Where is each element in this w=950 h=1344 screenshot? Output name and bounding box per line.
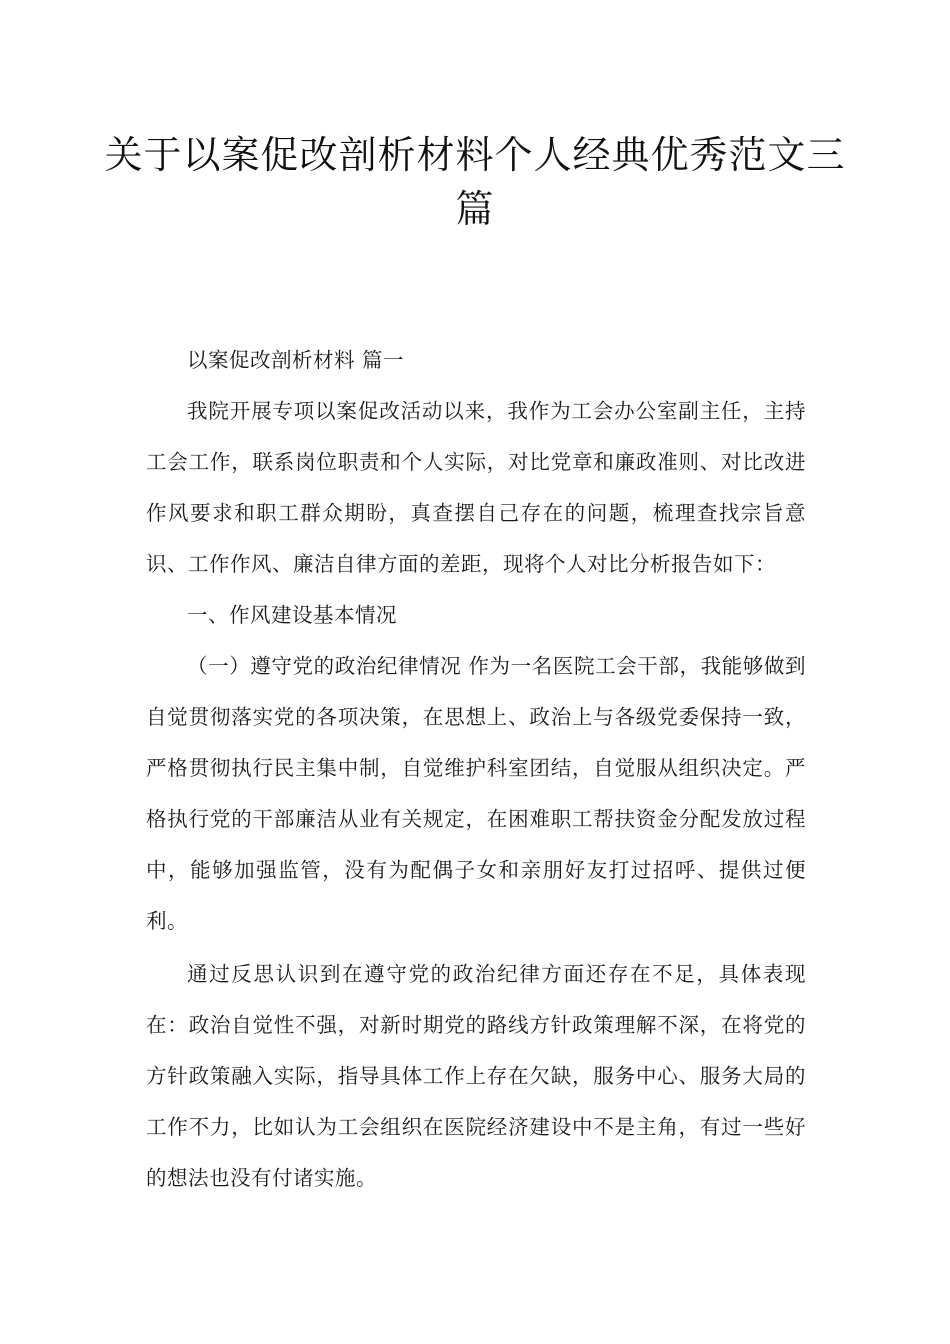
- document-title: 关于以案促改剖析材料个人经典优秀范文三篇: [104, 133, 846, 231]
- section-subheading: 一、作风建设基本情况: [187, 603, 397, 627]
- section-heading: 以案促改剖析材料 篇一: [187, 348, 405, 372]
- paragraph-reflection: 通过反思认识到在遵守党的政治纪律方面还存在不足，具体表现在：政治自觉性不强，对新时期党的路线方针政策理解不深，在将党的方针政策融入实际，指导具体工作上存在欠缺，服务中心、服务大局的工作不力，比如认为工会组织在医院经济建设中不是主角，有过一些好的想法也没有付诸实施。: [146, 962, 806, 1190]
- document-body: [146, 335, 806, 1204]
- paragraph-intro: 我院开展专项以案促改活动以来，我作为工会办公室副主任，主持工会工作，联系岗位职责和个人实际，对比党章和廉政准则、对比改进作风要求和职工群众期盼，真查摆自己存在的问题，梳理查找宗旨意识、工作作风、廉洁自律方面的差距，现将个人对比分析报告如下：: [146, 399, 806, 576]
- paragraph-political-discipline: （一）遵守党的政治纪律情况 作为一名医院工会干部，我能够做到自觉贯彻落实党的各项决策，在思想上、政治上与各级党委保持一致，严格贯彻执行民主集中制，自觉维护科室团结，自觉服从组织决定。严格执行党的干部廉洁从业有关规定，在困难职工帮扶资金分配发放过程中，能够加强监管，没有为配偶子女和亲朋好友打过招呼、提供过便利。: [146, 654, 806, 933]
